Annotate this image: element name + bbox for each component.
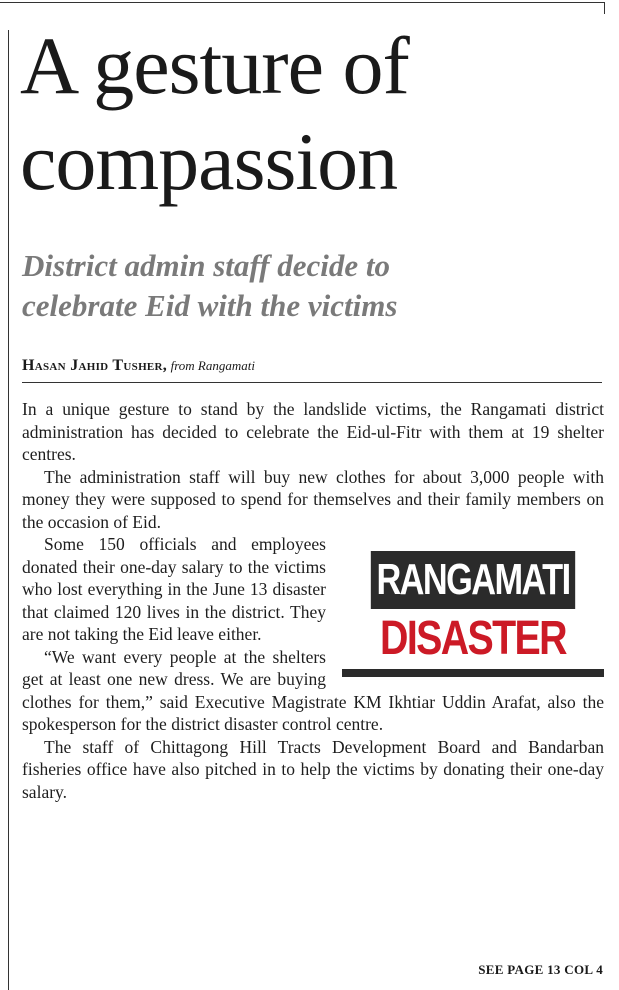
paragraph-4: “We want every people at the shelters get at least one new dress. We are buying clothes for them,” said Executive Magistrate KM Ikhtiar Uddin Arafat, also the spokesperson for the district disaster control centre. (22, 646, 604, 734)
top-rule (0, 2, 604, 3)
subhead-line-2: celebrate Eid with the victims (22, 288, 398, 323)
left-column-rule (8, 30, 9, 990)
paragraph-1: In a unique gesture to stand by the landslide victims, the Rangamati district administration has decided to celebrate the Eid-ul-Fitr with them at 19 shelter centres. (22, 399, 604, 464)
top-right-rule (604, 2, 605, 14)
headline (20, 18, 610, 210)
jump-line: SEE PAGE 13 COL 4 (478, 962, 603, 977)
paragraph-3: Some 150 officials and employees donated their one-day salary to the victims who lost everything in the June 13 disaster that claimed 120 lives in the district. They are not taking the Eid leave either. (22, 534, 326, 644)
paragraph-2: The administration staff will buy new clothes for about 3,000 people with money they were supposed to spend for themselves and their family members on the occasion of Eid. (22, 466, 604, 532)
subheadline (22, 246, 612, 326)
byline (22, 357, 602, 376)
headline-line-1: A gesture of (20, 20, 409, 111)
graphic-word-rangamati: RANGAMATI (371, 551, 575, 609)
paragraph-5: The staff of Chittagong Hill Tracts Development Board and Bandarban fisheries office have also pitched in to help the victims by donating their one-day salary. (22, 736, 604, 802)
byline-location: from Rangamati (170, 358, 255, 373)
graphic-word-disaster: DISASTER (380, 612, 566, 665)
article-body (22, 398, 604, 803)
headline-line-2: compassion (20, 116, 398, 207)
rangamati-disaster-graphic (342, 551, 604, 677)
subhead-line-1: District admin staff decide to (22, 248, 390, 283)
graphic-bottom-bar (342, 669, 604, 677)
byline-rule (22, 382, 602, 383)
byline-author: Hasan Jahid Tusher, (22, 357, 168, 374)
